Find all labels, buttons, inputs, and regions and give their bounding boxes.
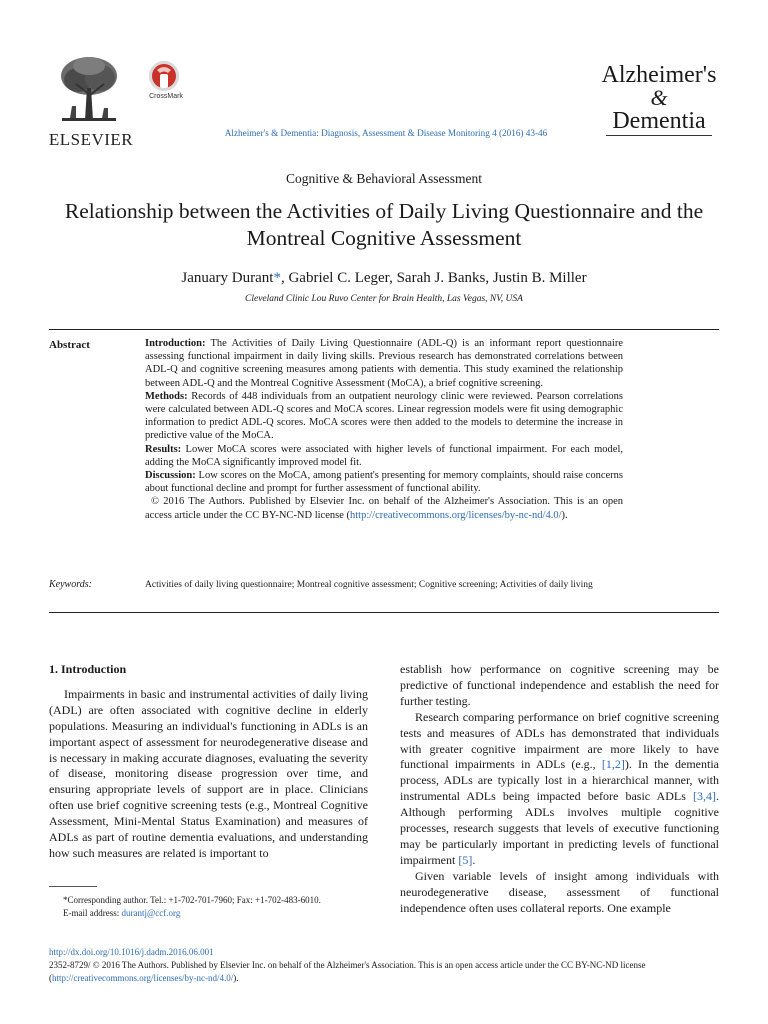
email-link[interactable]: durantj@ccf.org	[121, 907, 181, 918]
elsevier-wordmark: ELSEVIER	[48, 130, 134, 149]
journal-brand-line1: Alzheimer's	[601, 62, 717, 88]
corresponding-author-link[interactable]: *	[273, 270, 281, 286]
abstract-results-head: Results:	[145, 443, 182, 455]
email-line	[49, 907, 368, 920]
crossmark-icon	[144, 60, 184, 94]
footer-license-end: ).	[233, 973, 239, 983]
elsevier-tree-icon	[58, 54, 120, 128]
author-list	[0, 270, 768, 287]
footer-license-link[interactable]: http://creativecommons.org/licenses/by-nc-nd/4.0/	[52, 973, 234, 983]
footnote-rule	[49, 886, 97, 887]
citation-link-5[interactable]: [5]	[458, 852, 473, 867]
section-heading: Cognitive & Behavioral Assessment	[285, 171, 483, 186]
body-text: .	[472, 852, 476, 867]
body-left-column	[49, 662, 368, 862]
introduction-heading: 1. Introduction	[49, 662, 127, 676]
journal-brand-amp: &	[650, 85, 668, 110]
author-first: January Durant	[181, 270, 274, 286]
abstract-license-link[interactable]: http://creativecommons.org/licenses/by-nc-nd/4.0/	[349, 509, 562, 521]
crossmark-label: CrossMark	[149, 93, 183, 100]
abstract-methods	[145, 390, 623, 443]
abstract-results	[145, 443, 623, 469]
abstract-copyright-text: © 2016 The Authors. Published by Elsevier Inc. on behalf of the Alzheimer's Association. This is an open access article under the CC BY-NC-ND license (	[145, 496, 623, 521]
article-title: Relationship between the Activities of Daily Living Questionnaire and the Montreal Cognitive Assessment	[64, 199, 704, 250]
body-text: ). In the dementia process, ADLs are typically lost in a hierarchical manner, with instrumental ADLs being impacted before basic ADLs	[400, 757, 719, 804]
footer-license-text: 2352-8729/ © 2016 The Authors. Published by Elsevier Inc. on behalf of the Alzheimer's Association. This is an open access article under the CC BY-NC-ND license (	[49, 960, 646, 983]
body-paragraph: Given variable levels of insight among individuals with neurodegenerative disease, assessment of functional independence often uses collateral reports. One example	[400, 868, 719, 915]
journal-brand	[596, 62, 722, 136]
journal-brand-line3: Dementia	[606, 108, 711, 136]
keywords-label: Keywords:	[49, 579, 92, 590]
body-paragraph: establish how performance on cognitive screening may be predictive of functional independence and establish the need for further testing.	[400, 662, 719, 708]
abstract-body	[145, 337, 623, 522]
abstract-introduction	[145, 337, 623, 390]
page-footer	[49, 946, 719, 985]
footer-license	[49, 959, 719, 985]
elsevier-logo	[48, 54, 134, 148]
abstract-methods-head: Methods:	[145, 390, 188, 402]
abstract-discussion	[145, 469, 623, 495]
abstract-discussion-head: Discussion:	[145, 470, 196, 482]
journal-reference-link[interactable]: Alzheimer's & Dementia: Diagnosis, Assessment & Disease Monitoring 4 (2016) 43-46	[224, 128, 548, 138]
author-rest: , Gabriel C. Leger, Sarah J. Banks, Justin B. Miller	[280, 270, 587, 286]
citation-link-3-4[interactable]: [3,4]	[693, 789, 716, 804]
body-text: Research comparing performance on brief cognitive screening tests and measures of ADLs has demonstrated that individuals with greater cognitive impairment are more likely to have functional impairments in ADLs (e.g.,	[400, 709, 719, 772]
abstract-top-rule	[49, 329, 719, 330]
abstract-copyright-end: ).	[561, 509, 568, 521]
abstract-label: Abstract	[49, 339, 90, 351]
affiliation: Cleveland Clinic Lou Ruvo Center for Brain Health, Las Vegas, NV, USA	[245, 294, 523, 304]
crossmark-badge[interactable]	[144, 60, 184, 106]
abstract-introduction-text: The Activities of Daily Living Questionnaire (ADL-Q) is an informant report questionnaire assessing functional impairment in daily living skills. Previous research has demonstrated correlations between ADL-Q and cognitive screening measures among patients with dementia. This study examined the relationship between ADL-Q and the Montreal Cognitive Assessment (MoCA), a brief cognitive screening.	[145, 338, 623, 389]
corresponding-author-note: *Corresponding author. Tel.: +1-702-701-7960; Fax: +1-702-483-6010.	[63, 895, 321, 905]
footnote	[49, 894, 368, 919]
body-paragraph: Impairments in basic and instrumental activities of daily living (ADL) are often associated with cognitive decline in elderly populations. Measuring an individual's functioning in ADLs is an important aspect of assessment for neurodegenerative disease and is necessary in making accurate diagnoses, evaluating the severity of disease, monitoring disease progression over time, and ensuring appropriate levels of support are in place. Clinicians often use brief cognitive screening tests (e.g., Montreal Cognitive Assessment, Mini-Mental Status Examination) and measures of ADLs as part of routine dementia evaluations, and understanding how such measures are related is important to	[49, 686, 368, 860]
abstract-discussion-text: Low scores on the MoCA, among patient's presenting for memory complaints, should raise concerns about functional decline and prompt for further assessment of functional ability.	[145, 470, 623, 495]
abstract-methods-text: Records of 448 individuals from an outpatient neurology clinic were reviewed. Pearson correlations were calculated between ADL-Q scores and MoCA scores. Linear regression models were fit using demographic information to predict ADL-Q scores. MoCA scores were then added to the models to determine the increase in predictive value of the MoCA.	[145, 390, 623, 442]
abstract-results-text: Lower MoCA scores were associated with higher levels of functional impairment. For each model, adding the MoCA significantly improved model fit.	[145, 443, 623, 468]
citation-link-1-2[interactable]: [1,2]	[601, 757, 625, 772]
doi-link[interactable]: http://dx.doi.org/10.1016/j.dadm.2016.06.001	[49, 947, 214, 957]
body-text: . Although performing ADLs involves multiple cognitive processes, research suggests that levels of executive functioning may be particularly important in predicting levels of functional impairment	[400, 789, 719, 867]
abstract-bottom-rule	[49, 612, 719, 613]
email-label: E-mail address:	[63, 907, 122, 918]
body-paragraph	[400, 710, 719, 869]
keywords-text: Activities of daily living questionnaire; Montreal cognitive assessment; Cognitive screening; Activities of daily living	[145, 580, 593, 590]
abstract-introduction-head: Introduction:	[145, 338, 206, 349]
body-right-column	[400, 662, 719, 917]
abstract-copyright	[145, 495, 623, 521]
